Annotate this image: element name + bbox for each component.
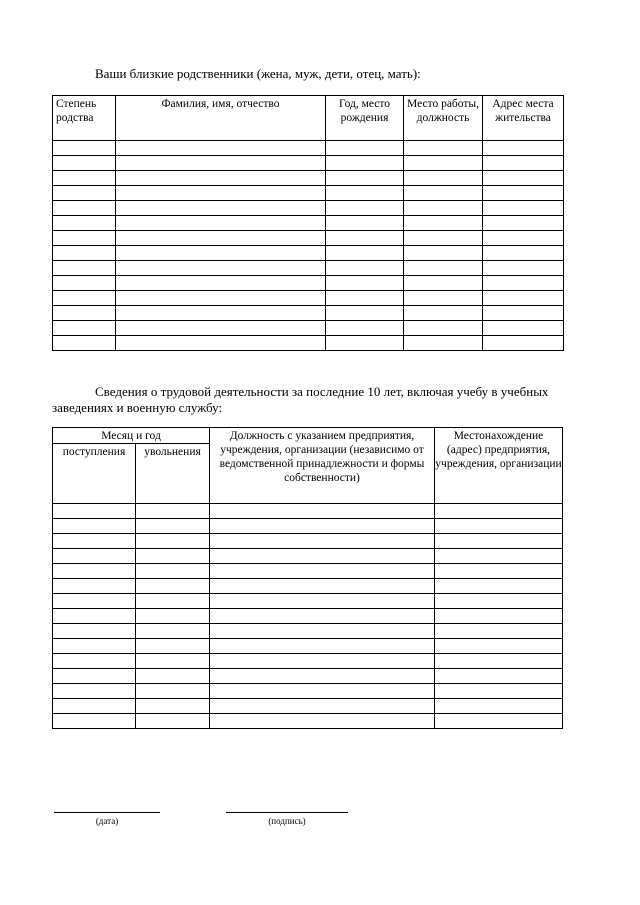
table-cell[interactable] (404, 186, 483, 201)
table-cell[interactable] (435, 564, 563, 579)
work-row (53, 504, 563, 519)
header-degree: Степень родства (53, 96, 116, 141)
table-cell[interactable] (116, 336, 326, 351)
table-cell[interactable] (136, 639, 210, 654)
work-row (53, 714, 563, 729)
relatives-row (53, 201, 564, 216)
table-cell[interactable] (136, 534, 210, 549)
table-cell[interactable] (326, 171, 404, 186)
date-line (54, 812, 160, 813)
table-cell[interactable] (404, 276, 483, 291)
table-cell[interactable] (53, 261, 116, 276)
header-full-name: Фамилия, имя, отчество (116, 96, 326, 141)
work-table (52, 427, 563, 729)
table-cell[interactable] (116, 306, 326, 321)
table-cell[interactable] (483, 171, 564, 186)
table-cell[interactable] (326, 216, 404, 231)
table-cell[interactable] (483, 141, 564, 156)
relatives-intro: Ваши близкие родственники (жена, муж, дети, отец, мать): (95, 66, 421, 81)
signature-label: (подпись) (268, 816, 306, 826)
relatives-row (53, 156, 564, 171)
work-row (53, 579, 563, 594)
table-cell[interactable] (435, 609, 563, 624)
table-cell[interactable] (53, 186, 116, 201)
table-cell[interactable] (53, 216, 116, 231)
table-cell[interactable] (435, 579, 563, 594)
table-cell[interactable] (404, 291, 483, 306)
relatives-row (53, 276, 564, 291)
table-cell[interactable] (116, 216, 326, 231)
table-cell[interactable] (404, 201, 483, 216)
table-cell[interactable] (435, 519, 563, 534)
table-cell[interactable] (53, 699, 136, 714)
table-cell[interactable] (326, 321, 404, 336)
table-cell[interactable] (116, 291, 326, 306)
table-cell[interactable] (435, 714, 563, 729)
table-cell[interactable] (116, 231, 326, 246)
table-cell[interactable] (53, 246, 116, 261)
work-row (53, 654, 563, 669)
table-cell[interactable] (136, 549, 210, 564)
table-cell[interactable] (435, 504, 563, 519)
table-cell[interactable] (326, 156, 404, 171)
table-cell[interactable] (404, 261, 483, 276)
table-cell[interactable] (435, 594, 563, 609)
work-row (53, 609, 563, 624)
relatives-row (53, 216, 564, 231)
table-cell[interactable] (53, 156, 116, 171)
relatives-body (53, 141, 564, 351)
table-cell[interactable] (210, 699, 435, 714)
table-cell[interactable] (326, 246, 404, 261)
table-cell[interactable] (404, 231, 483, 246)
table-cell[interactable] (53, 201, 116, 216)
table-cell[interactable] (116, 171, 326, 186)
table-cell[interactable] (483, 291, 564, 306)
relatives-row (53, 246, 564, 261)
table-cell[interactable] (404, 216, 483, 231)
table-cell[interactable] (435, 624, 563, 639)
table-cell[interactable] (435, 669, 563, 684)
table-cell[interactable] (210, 639, 435, 654)
table-cell[interactable] (210, 564, 435, 579)
table-cell[interactable] (136, 519, 210, 534)
table-cell[interactable] (483, 186, 564, 201)
table-cell[interactable] (53, 609, 136, 624)
header-workplace: Место работы, должность (404, 96, 483, 141)
header-address: Адрес места жительства (483, 96, 564, 141)
header-birth: Год, место рождения (326, 96, 404, 141)
header-start: поступления (53, 444, 136, 504)
table-cell[interactable] (483, 336, 564, 351)
table-cell[interactable] (53, 321, 116, 336)
work-row (53, 699, 563, 714)
relatives-table (52, 95, 564, 351)
table-cell[interactable] (53, 579, 136, 594)
table-cell[interactable] (210, 549, 435, 564)
table-cell[interactable] (210, 714, 435, 729)
table-cell[interactable] (136, 714, 210, 729)
table-cell[interactable] (53, 624, 136, 639)
work-row (53, 624, 563, 639)
table-cell[interactable] (326, 276, 404, 291)
work-row (53, 519, 563, 534)
table-cell[interactable] (435, 534, 563, 549)
header-month-year: Месяц и год (53, 428, 210, 444)
relatives-row (53, 291, 564, 306)
table-cell[interactable] (483, 231, 564, 246)
table-cell[interactable] (210, 579, 435, 594)
table-cell[interactable] (116, 246, 326, 261)
table-cell[interactable] (53, 231, 116, 246)
table-cell[interactable] (116, 201, 326, 216)
table-cell[interactable] (435, 699, 563, 714)
table-cell[interactable] (53, 564, 136, 579)
table-cell[interactable] (404, 171, 483, 186)
work-row (53, 549, 563, 564)
table-cell[interactable] (53, 504, 136, 519)
table-cell[interactable] (210, 504, 435, 519)
table-cell[interactable] (210, 609, 435, 624)
table-cell[interactable] (53, 669, 136, 684)
table-cell[interactable] (404, 141, 483, 156)
table-cell[interactable] (136, 579, 210, 594)
table-cell[interactable] (136, 564, 210, 579)
table-cell[interactable] (136, 624, 210, 639)
table-cell[interactable] (435, 549, 563, 564)
header-end: увольнения (136, 444, 210, 504)
relatives-header-row (53, 96, 564, 141)
table-cell[interactable] (435, 684, 563, 699)
table-cell[interactable] (326, 291, 404, 306)
table-cell[interactable] (404, 306, 483, 321)
table-cell[interactable] (210, 684, 435, 699)
table-cell[interactable] (116, 156, 326, 171)
table-cell[interactable] (53, 306, 116, 321)
table-cell[interactable] (53, 171, 116, 186)
relatives-row (53, 141, 564, 156)
table-cell[interactable] (116, 186, 326, 201)
table-cell[interactable] (483, 321, 564, 336)
table-cell[interactable] (210, 594, 435, 609)
table-cell[interactable] (53, 519, 136, 534)
table-cell[interactable] (210, 669, 435, 684)
work-header-row-1 (53, 428, 563, 444)
table-cell[interactable] (483, 216, 564, 231)
work-row (53, 684, 563, 699)
table-cell[interactable] (53, 291, 116, 306)
table-cell[interactable] (483, 246, 564, 261)
relatives-row (53, 306, 564, 321)
table-cell[interactable] (53, 336, 116, 351)
table-cell[interactable] (483, 261, 564, 276)
table-cell[interactable] (53, 654, 136, 669)
relatives-row (53, 336, 564, 351)
relatives-row (53, 171, 564, 186)
work-row (53, 669, 563, 684)
table-cell[interactable] (53, 594, 136, 609)
work-body (53, 504, 563, 729)
work-row (53, 594, 563, 609)
table-cell[interactable] (326, 336, 404, 351)
table-cell[interactable] (404, 246, 483, 261)
table-cell[interactable] (483, 276, 564, 291)
table-cell[interactable] (435, 639, 563, 654)
signature-line (226, 812, 348, 813)
table-cell[interactable] (53, 684, 136, 699)
table-cell[interactable] (116, 141, 326, 156)
table-cell[interactable] (435, 654, 563, 669)
table-cell[interactable] (136, 609, 210, 624)
table-cell[interactable] (53, 141, 116, 156)
relatives-row (53, 186, 564, 201)
table-cell[interactable] (53, 534, 136, 549)
table-cell[interactable] (483, 201, 564, 216)
table-cell[interactable] (210, 624, 435, 639)
relatives-row (53, 231, 564, 246)
work-intro: Сведения о трудовой деятельности за последние 10 лет, включая учебу в учебных заведениях и военную службу: (52, 384, 549, 415)
table-cell[interactable] (483, 306, 564, 321)
table-cell[interactable] (136, 669, 210, 684)
table-cell[interactable] (53, 714, 136, 729)
table-cell[interactable] (326, 201, 404, 216)
table-cell[interactable] (116, 261, 326, 276)
work-row (53, 639, 563, 654)
table-cell[interactable] (326, 186, 404, 201)
table-cell[interactable] (326, 141, 404, 156)
header-position: Должность с указанием предприятия, учреждения, организации (независимо от ведомственной принадлежности и формы собственности) (210, 428, 435, 504)
table-cell[interactable] (53, 549, 136, 564)
work-row (53, 534, 563, 549)
table-cell[interactable] (404, 321, 483, 336)
table-cell[interactable] (136, 504, 210, 519)
table-cell[interactable] (404, 156, 483, 171)
table-cell[interactable] (116, 276, 326, 291)
relatives-row (53, 261, 564, 276)
table-cell[interactable] (210, 654, 435, 669)
table-cell[interactable] (136, 594, 210, 609)
table-cell[interactable] (326, 261, 404, 276)
work-row (53, 564, 563, 579)
table-cell[interactable] (136, 684, 210, 699)
relatives-row (53, 321, 564, 336)
table-cell[interactable] (53, 276, 116, 291)
table-cell[interactable] (210, 534, 435, 549)
table-cell[interactable] (136, 654, 210, 669)
table-cell[interactable] (326, 231, 404, 246)
table-cell[interactable] (326, 306, 404, 321)
header-location: Местонахождение (адрес) предприятия, учреждения, организации (435, 428, 563, 504)
date-label: (дата) (95, 816, 119, 826)
table-cell[interactable] (483, 156, 564, 171)
table-cell[interactable] (210, 519, 435, 534)
table-cell[interactable] (116, 321, 326, 336)
table-cell[interactable] (404, 336, 483, 351)
table-cell[interactable] (53, 639, 136, 654)
table-cell[interactable] (136, 699, 210, 714)
